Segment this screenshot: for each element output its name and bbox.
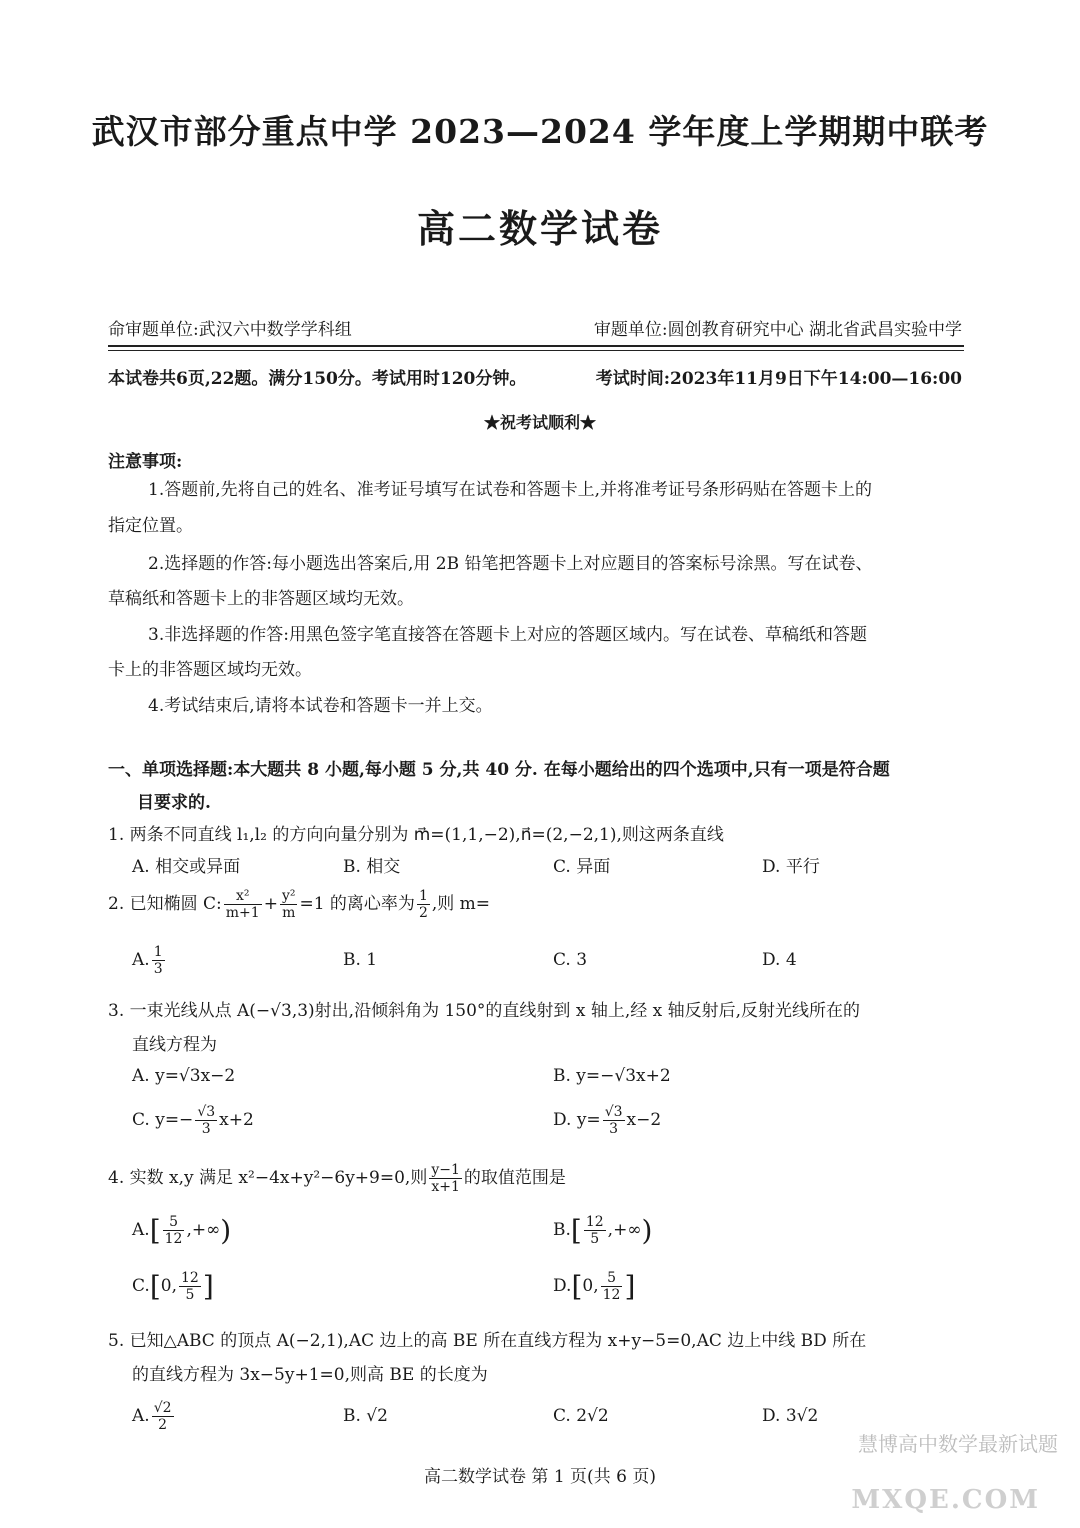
exam-info: 本试卷共6页,22题。满分150分。考试用时120分钟。 [108,369,527,389]
q3-option-c-num: √3 [197,1104,216,1120]
q4-option-b-tail: ,+∞ [607,1220,642,1240]
question-3-stem-cont: 直线方程为 [132,1035,217,1055]
q2-option-a [132,944,167,977]
q3-option-d-post: x−2 [626,1110,662,1130]
q4-option-d-head: 0, [582,1276,599,1296]
question-4-stem [108,1162,566,1195]
notice-item-1: 1.答题前,先将自己的姓名、准考证号填写在试卷和答题卡上,并将准考证号条形码贴在答题卡上的 [148,480,873,500]
q3-option-d-num: √3 [604,1104,623,1120]
q5-option-a-den: 2 [158,1417,168,1433]
q4-option-c [132,1270,214,1303]
q2-frac3-num: 1 [418,888,428,904]
q3-option-d-pre: D. y= [553,1110,601,1130]
q2-fraction-e [417,888,430,921]
q4-option-c-open-bracket: [ [149,1270,161,1303]
q5-option-d: D. 3√2 [762,1406,819,1426]
q4-option-b-open-bracket: [ [570,1214,582,1247]
watermark-text: 慧博高中数学最新试题 [858,1432,1058,1456]
q2-post: ,则 m= [431,894,491,914]
q2-frac2-num: y² [281,888,296,904]
good-luck-banner: ★祝考试顺利★ [483,413,596,432]
q5-option-a-label: A. [132,1406,150,1426]
header-rule-thin [108,350,964,351]
q3-option-b: B. y=−√3x+2 [553,1066,671,1086]
q2-option-a-den: 3 [153,961,163,977]
q4-option-b-num: 12 [585,1214,604,1230]
q4-pre: 4. 实数 x,y 满足 x²−4x+y²−6y+9=0,则 [108,1168,428,1188]
q2-fraction-y [280,888,298,921]
q4-frac-num: y−1 [431,1162,460,1178]
q1-option-c: C. 异面 [553,857,611,877]
q4-option-d-close-bracket: ] [624,1270,636,1303]
q2-option-d: D. 4 [762,950,797,970]
notice-item-4: 4.考试结束后,请将本试卷和答题卡一并上交。 [148,696,493,716]
q4-post: 的取值范围是 [463,1168,566,1188]
q4-option-a-den: 12 [164,1231,183,1247]
q2-pre: 2. 已知椭圆 C: [108,894,222,914]
q3-option-d-fraction [603,1104,625,1137]
q3-option-c-den: 3 [201,1121,211,1137]
q4-option-a-open-bracket: [ [149,1214,161,1247]
q4-option-b-close-paren: ) [641,1214,653,1247]
question-5-stem-cont: 的直线方程为 3x−5y+1=0,则高 BE 的长度为 [132,1365,488,1385]
q2-fraction-x [224,888,262,921]
q4-option-d-open-bracket: [ [571,1270,583,1303]
q2-option-c: C. 3 [553,950,588,970]
q4-option-d-num: 5 [601,1270,623,1287]
notice-item-2: 2.选择题的作答:每小题选出答案后,用 2B 铅笔把答题卡上对应题目的答案标号涂黑。写在试卷、 [148,554,873,574]
q4-option-c-head: 0, [160,1276,177,1296]
q4-option-b-label: B. [553,1220,571,1240]
q2-mid: =1 的离心率为 [299,894,415,914]
q2-option-a-fraction [152,944,165,977]
q1-option-d: D. 平行 [762,857,820,877]
q2-frac1-den: m+1 [225,905,260,921]
q4-frac-den: x+1 [431,1179,460,1195]
q4-option-d-label: D. [553,1276,572,1296]
q4-option-a-tail: ,+∞ [186,1220,221,1240]
q4-option-a-num: 5 [163,1214,185,1231]
question-1-stem: 1. 两条不同直线 l₁,l₂ 的方向向量分别为 m⃗=(1,1,−2),n⃗=(2,−2,1),则这两条直线 [108,825,724,845]
q4-option-c-close-bracket: ] [202,1270,214,1303]
section-heading: 一、单项选择题:本大题共 8 小题,每小题 5 分,共 40 分. 在每小题给出的四个选项中,只有一项是符合题 [108,760,890,780]
q2-plus: + [263,894,278,914]
q3-option-c-post: x+2 [219,1110,254,1130]
section-heading-cont: 目要求的. [137,793,211,813]
q3-option-c [132,1104,254,1137]
notice-item-3-cont: 卡上的非答题区域均无效。 [108,660,312,680]
q4-option-d [553,1270,635,1303]
q4-option-a-fraction [163,1214,185,1247]
q4-option-a [132,1214,231,1247]
q3-option-d-den: 3 [609,1121,619,1137]
q4-option-c-label: C. [132,1276,150,1296]
q2-frac3-den: 2 [418,905,428,921]
exam-subtitle: 高二数学试卷 [416,206,663,251]
q4-option-b-den: 5 [590,1231,600,1247]
q3-option-a: A. y=√3x−2 [132,1066,236,1086]
q2-frac2-den: m [282,905,296,921]
q2-option-a-label: A. [132,950,150,970]
q2-frac1-num: x² [224,888,262,905]
exam-time: 考试时间:2023年11月9日下午14:00—16:00 [595,369,962,389]
q5-option-a [132,1400,176,1433]
q5-option-b: B. √2 [343,1406,388,1426]
header-rule [108,345,964,347]
q4-option-d-den: 12 [602,1287,621,1303]
q3-option-c-pre: C. y=− [132,1110,194,1130]
q3-option-c-fraction [195,1104,217,1137]
setter-unit: 命审题单位:武汉六中数学学科组 [108,320,352,340]
q4-option-c-num: 12 [180,1270,199,1286]
q5-option-c: C. 2√2 [553,1406,609,1426]
q4-option-c-fraction [179,1270,201,1303]
q4-option-c-den: 5 [185,1287,195,1303]
page-footer: 高二数学试卷 第 1 页(共 6 页) [424,1467,656,1487]
notice-item-1-cont: 指定位置。 [108,516,193,536]
q4-option-b-fraction [584,1214,606,1247]
q1-option-a: A. 相交或异面 [132,857,241,877]
q5-option-a-num: √2 [153,1400,172,1416]
question-3-stem: 3. 一束光线从点 A(−√3,3)射出,沿倾斜角为 150°的直线射到 x 轴上,经 x 轴反射后,反射光线所在的 [108,1001,861,1021]
watermark-site: MXQE.COM [851,1485,1040,1515]
q2-option-a-num: 1 [153,944,163,960]
reviewer-unit: 审题单位:圆创教育研究中心 湖北省武昌实验中学 [593,320,962,340]
q4-option-a-label: A. [132,1220,150,1240]
exam-title: 武汉市部分重点中学 2023—2024 学年度上学期期中联考 [91,112,989,151]
q4-option-a-close-paren: ) [220,1214,232,1247]
notice-title: 注意事项: [108,452,183,472]
notice-item-3: 3.非选择题的作答:用黑色签字笔直接答在答题卡上对应的答题区域内。写在试卷、草稿纸和答题 [148,625,867,645]
q5-option-a-fraction [152,1400,174,1433]
q4-option-b [553,1214,652,1247]
notice-item-2-cont: 草稿纸和答题卡上的非答题区域均无效。 [108,589,414,609]
q1-option-b: B. 相交 [343,857,401,877]
question-5-stem: 5. 已知△ABC 的顶点 A(−2,1),AC 边上的高 BE 所在直线方程为 x+y−5=0,AC 边上中线 BD 所在 [108,1331,867,1351]
q3-option-d [553,1104,661,1137]
q4-option-d-fraction [601,1270,623,1303]
q4-fraction [429,1162,462,1195]
question-2-stem [108,888,490,921]
q2-option-b: B. 1 [343,950,378,970]
